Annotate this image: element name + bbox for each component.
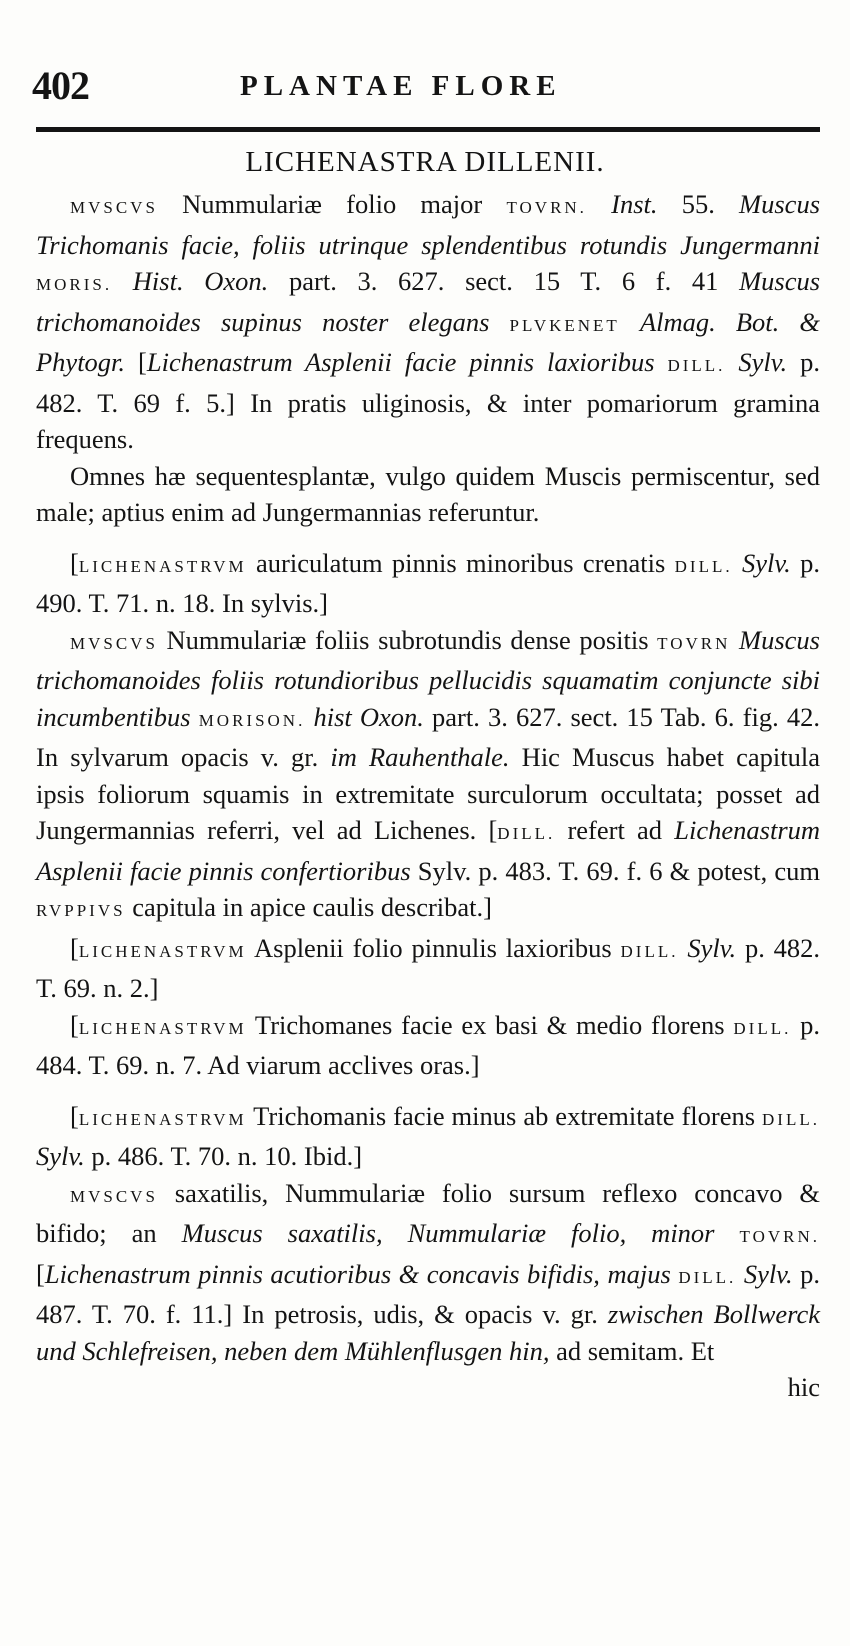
small-caps-text: MVSCVS — [70, 198, 158, 217]
section-title: LICHENASTRA DILLENII. — [245, 146, 605, 178]
roman-text: capitula in apice caulis describat.] — [125, 892, 492, 922]
roman-text — [679, 933, 688, 963]
roman-text: [ — [70, 1009, 79, 1040]
small-caps-text: TOVRN. — [506, 198, 587, 217]
italic-text: Muscus trichomanoides supinus noster elegans — [36, 266, 821, 337]
roman-text: ad semitam. Et — [549, 1335, 715, 1366]
paragraph — [36, 186, 820, 458]
roman-text — [725, 347, 738, 377]
roman-text: [ — [125, 347, 147, 377]
small-caps-text: LICHENASTRVM — [78, 1109, 247, 1129]
roman-text: Trichomanes facie ex basi & medio florens — [246, 1009, 734, 1040]
roman-text — [489, 307, 509, 337]
italic-text: Lichenastrum Asplenii facie pinnis confertioribus — [36, 815, 821, 886]
small-caps-text: MVSCVS — [70, 633, 158, 653]
roman-text: [ — [70, 932, 79, 963]
roman-text: [ — [70, 547, 79, 578]
roman-text: Sylv. p. 483. T. 69. f. 6 & potest, cum — [410, 855, 820, 886]
small-caps-text: DILL. — [733, 1018, 792, 1038]
roman-text: Nummulariæ folio major — [157, 189, 507, 219]
roman-text: p. 482. T. 69. n. 2.] — [36, 932, 821, 1003]
paragraph — [36, 1098, 820, 1175]
page-number: 402 — [32, 63, 89, 108]
roman-text: auriculatum pinnis minoribus crenatis — [246, 547, 675, 578]
roman-text: refert ad — [555, 815, 675, 845]
roman-text: hic — [787, 1372, 820, 1402]
italic-text: hist Oxon. — [313, 701, 424, 732]
roman-text: p. 487. T. 70. f. 11.] In petrosis, udis, & opacis v. gr. — [36, 1258, 821, 1329]
italic-text: zwischen Bollwerck und Schlefreisen, neben dem Mühlenflusgen hin, — [36, 1299, 820, 1366]
paragraph — [36, 1175, 820, 1370]
roman-text — [620, 307, 640, 337]
roman-text: Nummulariæ foliis subrotundis dense positis — [157, 624, 658, 655]
page-header — [32, 62, 822, 116]
roman-text: saxatilis, Nummulariæ folio sursum reflexo concavo & bifido; an — [36, 1177, 820, 1248]
small-caps-text: DILL. — [762, 1109, 820, 1129]
roman-text: p. 486. T. 70. n. 10. Ibid.] — [84, 1141, 363, 1171]
small-caps-text: PLVKENET — [509, 315, 620, 335]
roman-text: Hic Muscus habet capitula ipsis foliorum squamis in extremitate surculorum occultata; posset ad Jungermannias referri, vel ad Lichenes. [ — [36, 742, 820, 845]
roman-text: Asplenii folio pinnulis laxioribus — [246, 932, 621, 963]
roman-text: part. 3. 627. sect. 15 Tab. 6. fig. 42. In sylvarum opacis v. gr. — [36, 701, 820, 772]
roman-text — [733, 548, 742, 578]
paragraph — [36, 1007, 820, 1084]
roman-text — [730, 625, 739, 655]
roman-text — [587, 189, 611, 219]
paragraph — [36, 458, 820, 531]
italic-text: Lichenastrum pinnis acutioribus & concavis bifidis, majus — [44, 1258, 671, 1289]
small-caps-text: LICHENASTRVM — [78, 941, 247, 961]
small-caps-text: MVSCVS — [70, 1186, 158, 1206]
roman-text: [ — [70, 1100, 79, 1131]
roman-text: 55. — [657, 189, 740, 219]
italic-text: Almag. Bot. & Phytogr. — [36, 306, 821, 377]
small-caps-text: MORISON. — [198, 710, 306, 730]
roman-text: part. 3. 627. sect. 15 T. 6 f. 41 — [268, 266, 740, 296]
header-rule — [36, 127, 820, 132]
italic-text: Sylv. — [738, 347, 788, 377]
roman-text: Trichomanis facie minus ab extremitate florens — [246, 1100, 763, 1131]
italic-text: Muscus Trichomanis facie, foliis utrinque splendentibus rotundis Jungermanni — [36, 189, 821, 260]
roman-text — [715, 1218, 740, 1248]
small-caps-text: RVPPIVS — [36, 901, 126, 920]
italic-text: Sylv. — [741, 547, 791, 578]
roman-text: Omnes hæ sequentesplantæ, vulgo quidem Muscis permiscentur, sed male; aptius enim ad Jungermannias referuntur. — [36, 460, 820, 527]
italic-text: Inst. — [611, 189, 658, 219]
paragraph — [36, 1369, 820, 1406]
small-caps-text: LICHENASTRVM — [78, 1018, 247, 1038]
roman-text: p. 484. T. 69. n. 7. Ad viarum acclives oras.] — [36, 1009, 820, 1080]
paragraph — [36, 545, 820, 622]
italic-text: Sylv. — [687, 932, 737, 963]
italic-text: im Rauhenthale. — [330, 742, 510, 772]
italic-text: Muscus saxatilis, Nummulariæ folio, minor — [181, 1218, 715, 1248]
body-text — [36, 186, 820, 1406]
italic-text: Sylv. — [36, 1141, 85, 1171]
roman-text — [736, 1259, 744, 1289]
roman-text: [ — [36, 1258, 45, 1289]
small-caps-text: DILL. — [497, 824, 556, 843]
roman-text — [191, 702, 199, 732]
roman-text — [655, 347, 668, 377]
small-caps-text: TOVRN — [657, 633, 731, 653]
paragraph — [36, 622, 820, 930]
roman-text — [112, 266, 133, 296]
italic-text: Muscus trichomanoides foliis rotundioribus pellucidis squamatim conjuncte sibi incumbentibus — [36, 624, 820, 732]
italic-text: Lichenastrum Asplenii facie pinnis laxioribus — [146, 347, 655, 377]
roman-text: p. 482. T. 69 f. 5.] In pratis uliginosis, & inter pomariorum gramina frequens. — [36, 347, 821, 454]
running-head: PLANTAE FLORE — [240, 70, 562, 102]
italic-text: Sylv. — [743, 1258, 793, 1289]
small-caps-text: DILL. — [667, 356, 726, 375]
italic-text: Hist. Oxon. — [132, 266, 269, 296]
small-caps-text: DILL. — [620, 941, 679, 961]
small-caps-text: DILL. — [674, 556, 733, 576]
small-caps-text: TOVRN. — [739, 1227, 820, 1246]
small-caps-text: MORIS. — [36, 275, 113, 294]
small-caps-text: DILL. — [678, 1267, 737, 1287]
paragraph — [36, 930, 820, 1007]
small-caps-text: LICHENASTRVM — [78, 556, 247, 576]
roman-text: p. 490. T. 71. n. 18. In sylvis.] — [36, 547, 820, 618]
